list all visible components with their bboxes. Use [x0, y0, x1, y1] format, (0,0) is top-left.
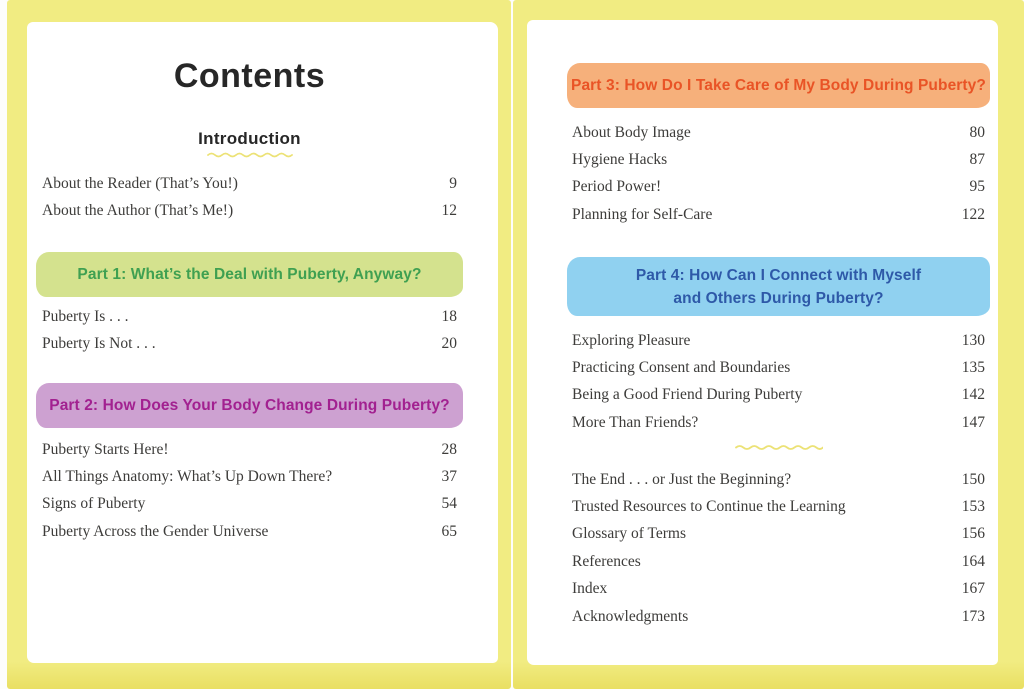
- toc-row: [42, 436, 457, 463]
- toc-row: [42, 463, 457, 490]
- introduction-heading: Introduction: [198, 129, 301, 148]
- toc-entry-page: 122: [961, 205, 985, 223]
- toc-row: [572, 466, 985, 493]
- toc-row: [572, 409, 985, 436]
- back-matter-entries: [572, 466, 985, 630]
- toc-entry-label: Period Power!: [572, 178, 662, 196]
- toc-entry-page: 153: [961, 498, 985, 516]
- toc-entry-page: 167: [961, 580, 985, 598]
- squiggle-underline-icon: [207, 151, 293, 159]
- part2-banner: [36, 383, 463, 428]
- toc-entry-page: 54: [441, 495, 457, 513]
- toc-row: [42, 197, 457, 224]
- right-page: [513, 0, 1024, 689]
- toc-entry-page: 95: [969, 178, 985, 196]
- toc-entry-label: Puberty Across the Gender Universe: [42, 522, 269, 540]
- toc-entry-label: Hygiene Hacks: [572, 151, 668, 169]
- toc-entry-page: 80: [969, 123, 985, 141]
- introduction-entries: [42, 170, 457, 225]
- toc-row: [572, 146, 985, 173]
- part3-banner: [567, 63, 990, 108]
- toc-entry-page: 130: [961, 331, 985, 349]
- toc-entry-page: 135: [961, 359, 985, 377]
- toc-entry-page: 20: [441, 335, 457, 353]
- toc-entry-page: 28: [441, 440, 457, 458]
- squiggle-divider-icon: [735, 443, 823, 452]
- page-title: Contents: [173, 57, 326, 95]
- toc-entry-label: About the Reader (That’s You!): [42, 174, 238, 192]
- toc-entry-label: Glossary of Terms: [572, 525, 687, 543]
- toc-entry-page: 18: [441, 307, 457, 325]
- toc-row: [572, 354, 985, 381]
- toc-row: [42, 170, 457, 197]
- left-page: [0, 0, 511, 689]
- toc-row: [572, 382, 985, 409]
- toc-entry-label: Puberty Starts Here!: [42, 440, 169, 458]
- toc-row: [572, 548, 985, 575]
- part3-heading: Part 3: How Do I Take Care of My Body During Puberty?: [571, 77, 986, 94]
- toc-row: [572, 521, 985, 548]
- part1-banner: [36, 252, 463, 297]
- toc-entry-label: All Things Anatomy: What’s Up Down There?: [42, 468, 333, 486]
- toc-entry-label: More Than Friends?: [572, 413, 699, 431]
- toc-row: [42, 518, 457, 545]
- toc-row: [42, 491, 457, 518]
- toc-entry-label: The End . . . or Just the Beginning?: [572, 470, 792, 488]
- part4-entries: [572, 327, 985, 437]
- section-divider: [572, 443, 985, 452]
- toc-entry-label: Planning for Self-Care: [572, 205, 713, 223]
- part2-heading: Part 2: How Does Your Body Change During Puberty?: [49, 397, 450, 414]
- toc-entry-label: Index: [572, 580, 608, 598]
- introduction-underline: [42, 151, 457, 159]
- toc-entry-page: 164: [961, 552, 985, 570]
- part3-entries: [572, 119, 985, 229]
- toc-row: [572, 603, 985, 630]
- toc-row: [42, 303, 457, 330]
- toc-entry-page: 9: [449, 174, 457, 192]
- toc-entry-page: 147: [961, 413, 985, 431]
- toc-entry-label: Signs of Puberty: [42, 495, 146, 513]
- toc-entry-label: Exploring Pleasure: [572, 331, 691, 349]
- toc-entry-label: Trusted Resources to Continue the Learning: [572, 498, 846, 516]
- toc-row: [572, 119, 985, 146]
- toc-entry-page: 150: [961, 470, 985, 488]
- toc-entry-label: Puberty Is . . .: [42, 307, 129, 325]
- part1-entries: [42, 303, 457, 358]
- toc-entry-label: Being a Good Friend During Puberty: [572, 386, 803, 404]
- toc-entry-page: 142: [961, 386, 985, 404]
- part4-heading-line2: and Others During Puberty?: [673, 289, 884, 307]
- toc-entry-label: About the Author (That’s Me!): [42, 202, 234, 220]
- toc-entry-label: References: [572, 552, 641, 570]
- toc-row: [572, 174, 985, 201]
- toc-entry-label: Acknowledgments: [572, 607, 689, 625]
- toc-row: [572, 327, 985, 354]
- toc-entry-page: 87: [969, 151, 985, 169]
- toc-entry-page: 156: [961, 525, 985, 543]
- toc-entry-page: 173: [961, 607, 985, 625]
- toc-row: [572, 493, 985, 520]
- part4-banner: [567, 257, 990, 316]
- part2-entries: [42, 436, 457, 546]
- toc-row: [42, 330, 457, 357]
- toc-entry-label: Practicing Consent and Boundaries: [572, 359, 791, 377]
- toc-row: [572, 576, 985, 603]
- part1-heading: Part 1: What’s the Deal with Puberty, Anyway?: [77, 266, 422, 283]
- toc-entry-page: 65: [441, 522, 457, 540]
- toc-row: [572, 201, 985, 228]
- toc-entry-page: 37: [441, 468, 457, 486]
- toc-entry-label: About Body Image: [572, 123, 691, 141]
- toc-entry-page: 12: [441, 202, 457, 220]
- part4-heading-line1: Part 4: How Can I Connect with Myself: [635, 266, 922, 284]
- toc-entry-label: Puberty Is Not . . .: [42, 335, 156, 353]
